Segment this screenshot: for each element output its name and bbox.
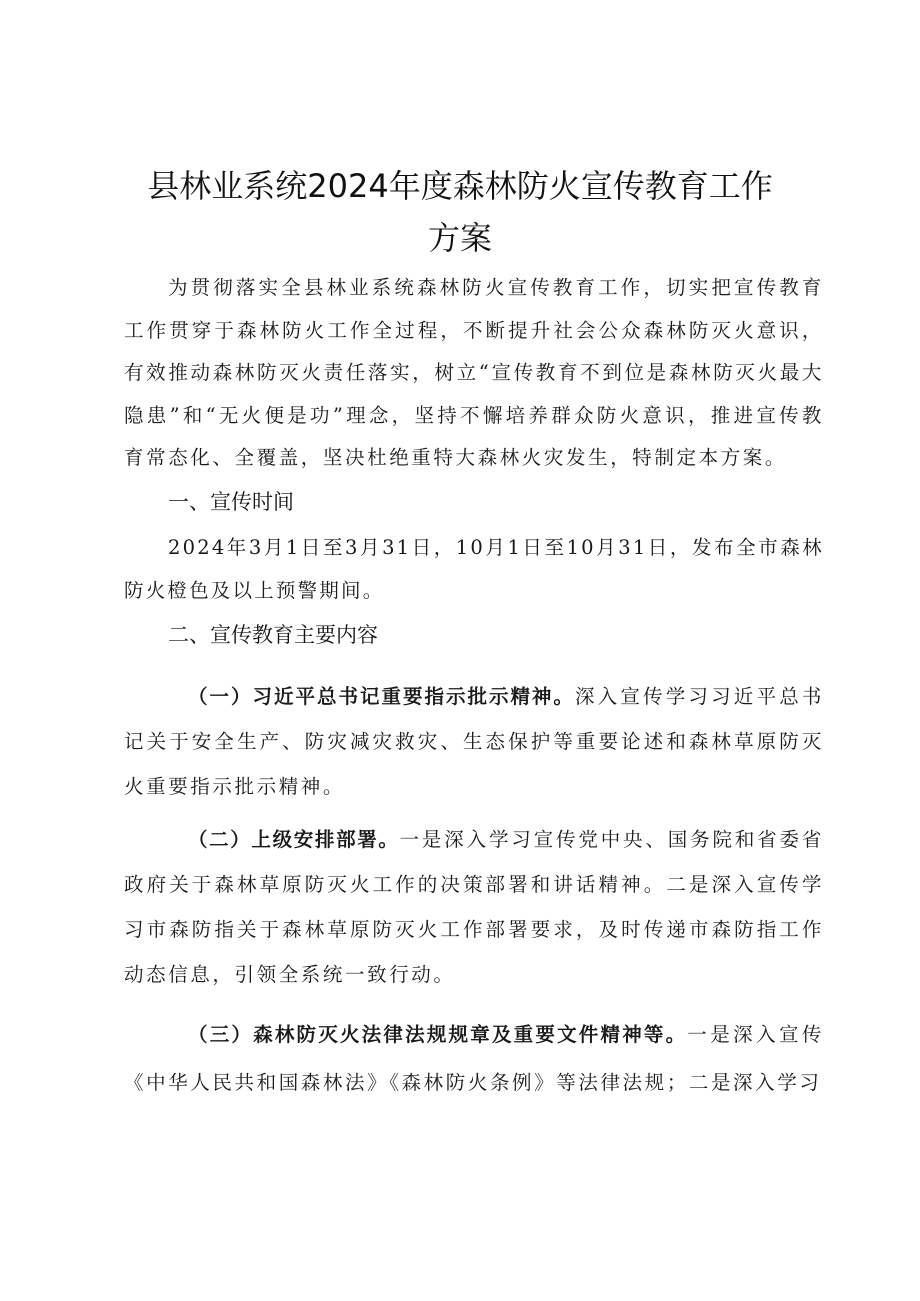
subsection1-text: 深入宣传学习习近平总书记关于安全生产、防灾减灾救灾、生态保护等重要论述和森林草原防灭火重要指示批示精神。 <box>124 685 824 798</box>
subsection3-text: 一是深入宣传《中华人民共和国森林法》《森林防火条例》等法律法规；二是深入学习 <box>124 1023 824 1094</box>
document-title-line1: 县林业系统2024年度森林防火宣传教育工作 <box>147 167 773 205</box>
subsection3-paragraph <box>124 1011 824 1107</box>
document-title-line2: 方案 <box>427 219 492 257</box>
subsection1-paragraph <box>124 674 824 809</box>
intro-paragraph: 为贯彻落实全县林业系统森林防火宣传教育工作，切实把宣传教育工作贯穿于森林防火工作全过程，不断提升社会公众森林防灭火意识，有效推动森林防灭火责任落实，树立“宣传教育不到位是森林防灭火最大隐患”和“无火便是功”理念，坚持不懈培养群众防火意识，推进宣传教育常态化、全覆盖，坚决杜绝重特大森林火灾发生，特制定本方案。 <box>124 276 824 470</box>
subsection2-paragraph <box>124 817 824 997</box>
subsection1-lead: （一）习近平总书记重要指示批示精神。 <box>188 685 575 708</box>
subsection3-lead: （三）森林防灭火法律法规规章及重要文件精神等。 <box>188 1023 688 1046</box>
subsection2-text: 一是深入学习宣传党中央、国务院和省委省政府关于森林草原防灭火工作的决策部署和讲话精神。二是深入宣传学习市森防指关于森林草原防灭火工作部署要求，及时传递市森防指工作动态信息，引领全系统一致行动。 <box>124 828 824 986</box>
section1-paragraph: 2024年3月1日至3月31日，10月1日至10月31日，发布全市森林防火橙色及以上预警期间。 <box>124 536 824 602</box>
section2-heading: 二、宣传教育主要内容 <box>168 623 378 647</box>
section1-heading: 一、宣传时间 <box>168 490 294 514</box>
subsection2-lead: （二）上级安排部署。 <box>188 828 400 851</box>
